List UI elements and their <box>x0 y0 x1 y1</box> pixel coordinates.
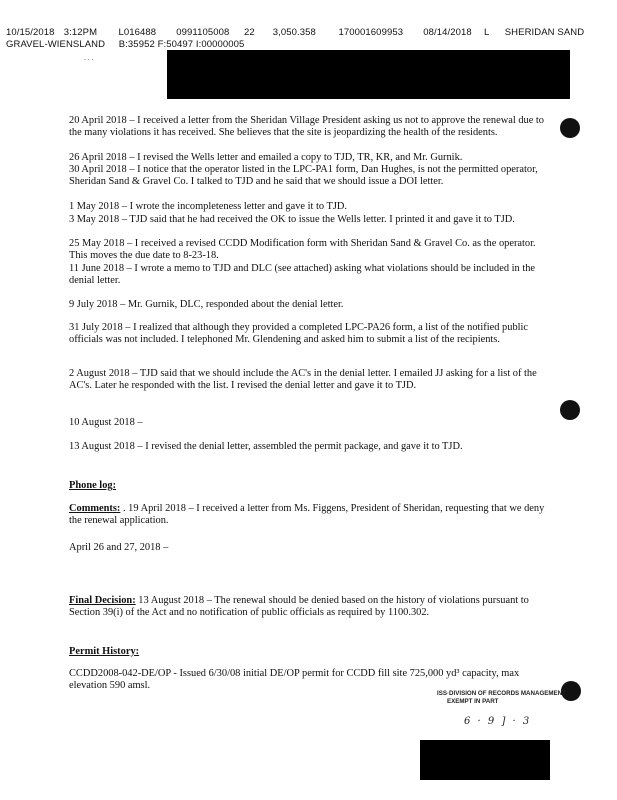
final-decision-block <box>69 595 551 619</box>
log-entry: 26 April 2018 – I revised the Wells letter and emailed a copy to TJD, TR, KR, and Mr. Gurnik. <box>69 152 463 163</box>
log-entry: 2 August 2018 – TJD said that we should include the AC's in the denial letter. I emailed JJ asking for a list of the AC's. Later he responded with the list. I revised the denial letter and gave it to TJD. <box>69 368 537 392</box>
punch-hole-middle <box>560 400 580 420</box>
header-name: SHERIDAN SAND <box>504 27 585 38</box>
phone-log-heading: Phone log: <box>69 480 117 491</box>
log-entry: 3 May 2018 – TJD said that he had received the OK to issue the Wells letter. I printed it and gave it to TJD. <box>69 214 515 225</box>
permit-history-text: CCDD2008-042-DE/OP - Issued 6/30/08 initial DE/OP permit for CCDD fill site 725,000 yd³ capacity, max elevation 590 amsl. <box>69 668 520 692</box>
header-account: 0991105008 <box>176 27 230 38</box>
header-number: 22 <box>244 27 255 38</box>
header-code: L016488 <box>118 27 157 38</box>
final-decision-text: 13 August 2018 – The renewal should be denied based on the history of violations pursuant to Section 39(i) of the Act and no notification of public officials as required by 1100.302. <box>69 595 529 619</box>
log-entry: 20 April 2018 – I received a letter from the Sheridan Village President asking us not to approve the renewal due to the many violations it has received. She believes that the site is jeopardizing the health of the residents. <box>69 115 544 139</box>
log-entry: 31 July 2018 – I realized that although they provided a completed LPC-PA26 form, a list of the notified public officials was not included. I telephoned Mr. Glendening and asked him to submit a list of the recipients. <box>69 322 529 346</box>
header-name-2: GRAVEL-WIENSLAND <box>6 39 106 50</box>
stamp-line-2: EXEMPT IN PART <box>447 698 499 705</box>
log-entry: 10 August 2018 – <box>69 417 143 428</box>
comments-heading: Comments: <box>69 503 121 514</box>
log-entry: 25 May 2018 – I received a revised CCDD Modification form with Sheridan Sand & Gravel Co. as the operator. This moves the due date to 8-23-18. <box>69 238 536 262</box>
handwritten-mark: 6 · 9 ] · 3 <box>464 716 532 727</box>
comments-block <box>69 503 551 527</box>
log-entry: 30 April 2018 – I notice that the operator listed in the LPC-PA1 form, Dan Hughes, is not the permitted operator, Sheridan Sand & Gravel Co. I talked to TJD and he said that we should issue a DOI letter. <box>69 164 538 188</box>
header-date: 10/15/2018 <box>6 27 55 38</box>
records-stamp <box>437 690 566 706</box>
header-flag: L <box>484 27 490 38</box>
comments-text: . 19 April 2018 – I received a letter from Ms. Figgens, President of Sheridan, requesting that we deny the renewal application. <box>69 503 545 527</box>
log-entry: 1 May 2018 – I wrote the incompleteness letter and gave it to TJD. <box>69 201 347 212</box>
scan-mark: . . . <box>84 55 94 62</box>
header-batch: B:35952 F:50497 I:00000005 <box>118 39 245 50</box>
final-decision-heading: Final Decision: <box>69 595 136 606</box>
punch-hole-top <box>560 118 580 138</box>
permit-history-heading: Permit History: <box>69 646 140 657</box>
log-entry: 11 June 2018 – I wrote a memo to TJD and DLC (see attached) asking what violations should be included in the denial letter. <box>69 263 536 287</box>
header-id: 170001609953 <box>338 27 404 38</box>
header-time: 3:12PM <box>63 27 98 38</box>
log-entry: 13 August 2018 – I revised the denial letter, assembled the permit package, and gave it to TJD. <box>69 441 463 452</box>
fax-header-line-2 <box>6 39 244 50</box>
fax-header-line-1 <box>6 27 584 38</box>
redaction-top <box>167 50 570 99</box>
header-amount: 3,050.358 <box>272 27 316 38</box>
stamp-line-1: ISS·DIVISION OF RECORDS MANAGEMENT <box>437 690 566 697</box>
header-date-2: 08/14/2018 <box>423 27 472 38</box>
comments-followup: April 26 and 27, 2018 – <box>69 542 169 553</box>
log-entry: 9 July 2018 – Mr. Gurnik, DLC, responded about the denial letter. <box>69 299 344 310</box>
redaction-bottom <box>420 740 550 780</box>
